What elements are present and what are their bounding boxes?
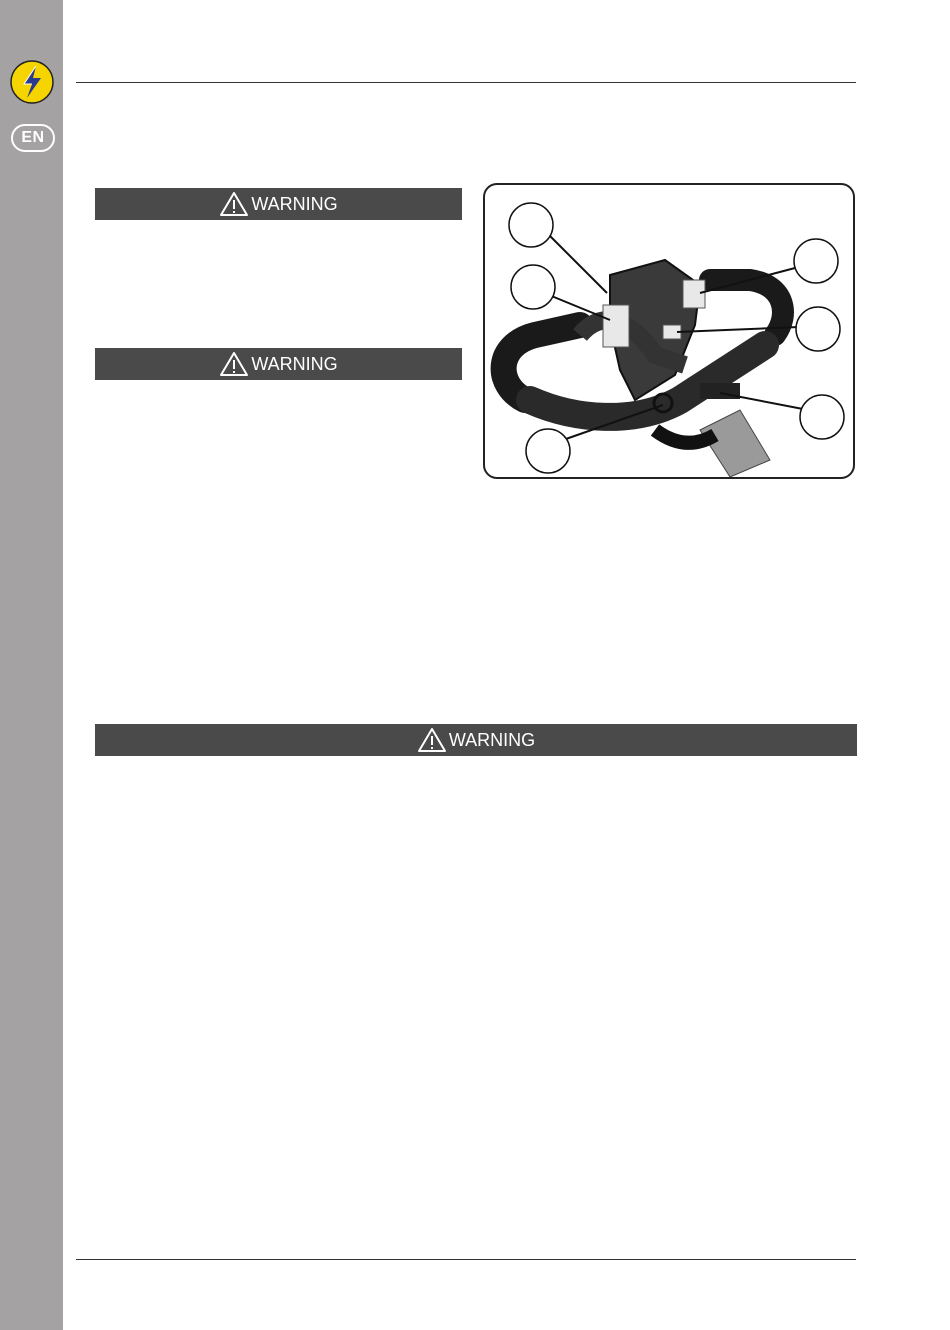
language-badge: EN (11, 124, 55, 152)
brand-logo-icon (10, 60, 54, 104)
sidebar (0, 0, 63, 1330)
warning-banner (95, 188, 462, 220)
warning-banner (95, 348, 462, 380)
header-rule (76, 82, 856, 83)
warning-triangle-icon (417, 727, 447, 753)
footer-rule (76, 1259, 856, 1260)
warning-banner (95, 724, 857, 756)
tiller-handle-photo (485, 185, 853, 477)
warning-triangle-icon (219, 351, 249, 377)
warning-label: WARNING (251, 193, 338, 214)
warning-label: WARNING (448, 729, 536, 750)
warning-label: WARNING (251, 353, 338, 374)
tiller-handle-figure (483, 183, 855, 479)
warning-triangle-icon (219, 191, 249, 217)
